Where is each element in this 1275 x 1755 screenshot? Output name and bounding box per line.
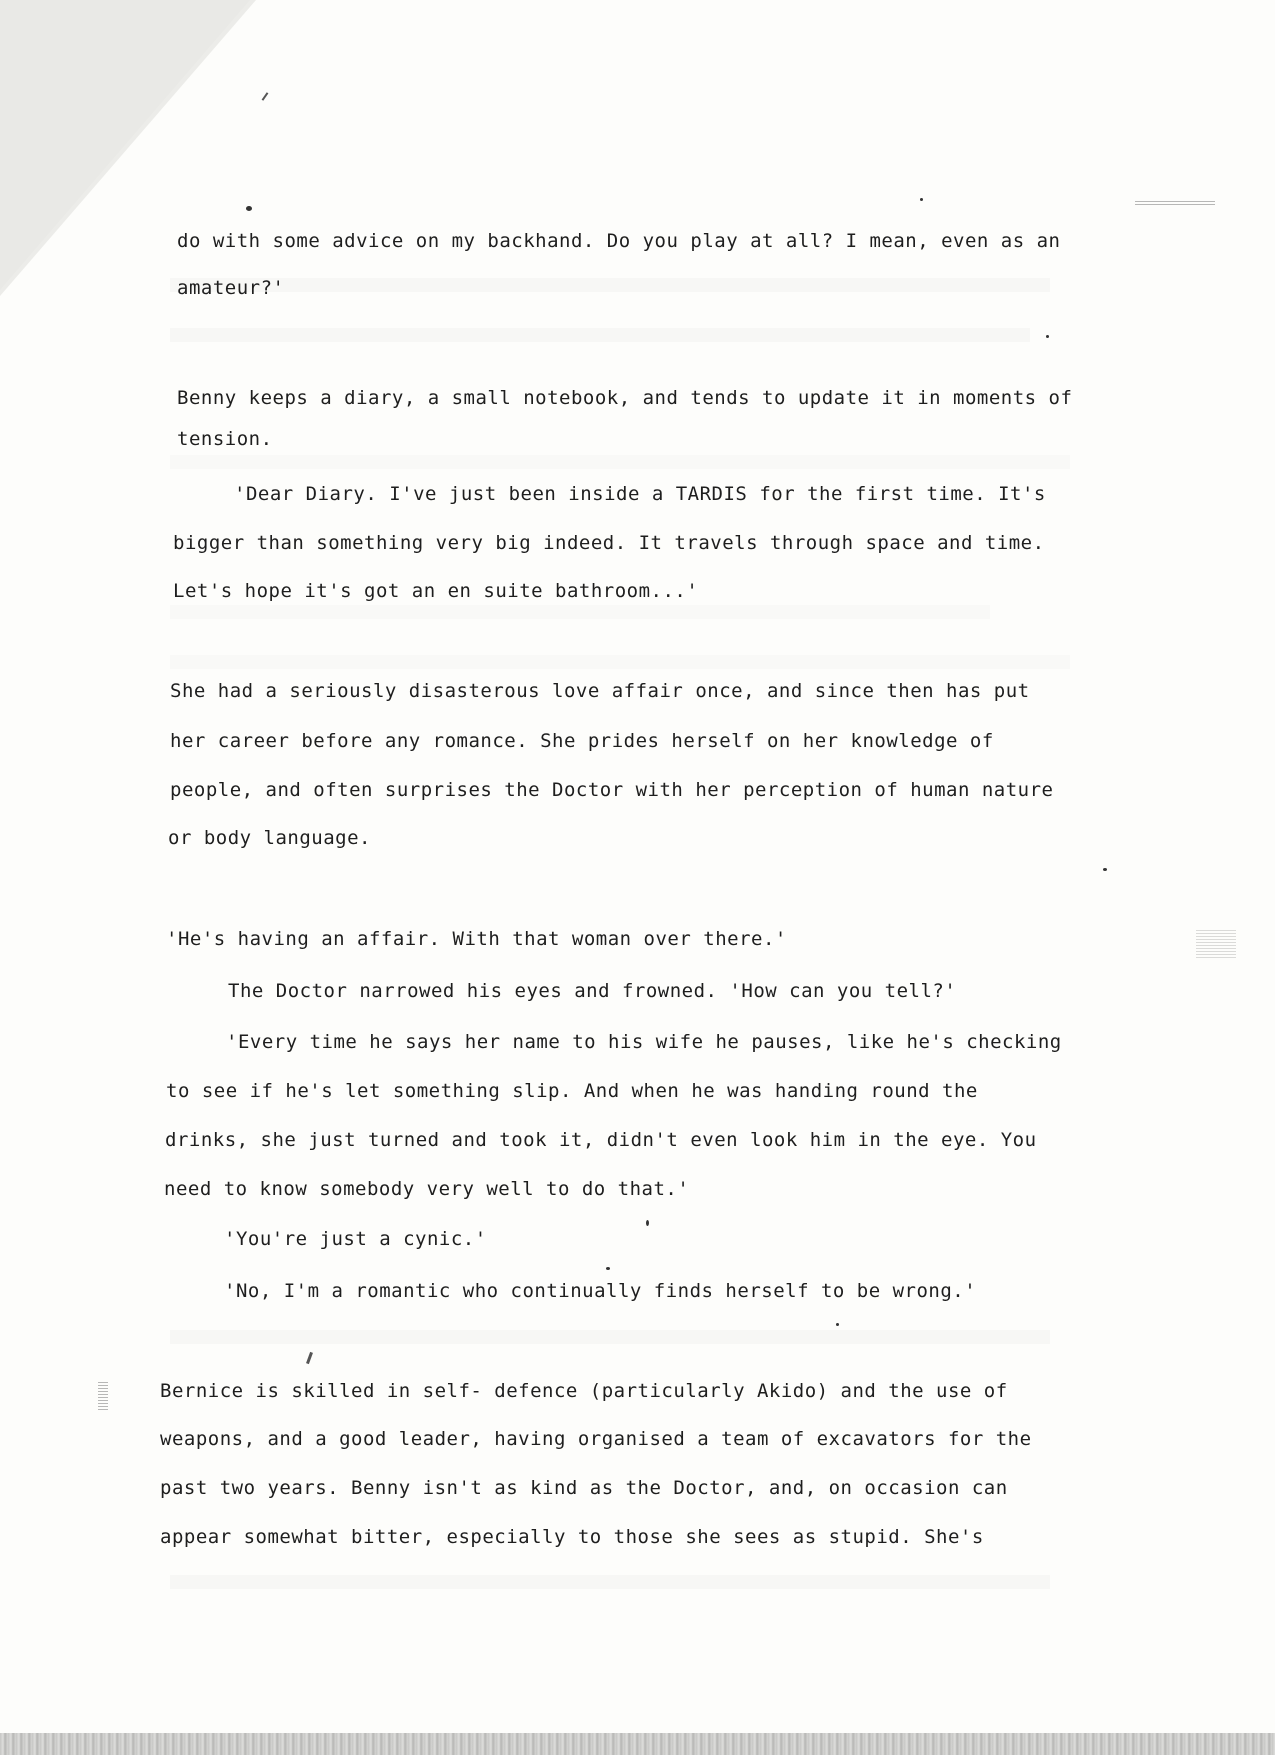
text-line: past two years. Benny isn't as kind as the Doctor, and, on occasion can [160, 1477, 1008, 1499]
text-line: 'Dear Diary. I've just been inside a TARDIS for the first time. It's [234, 483, 1046, 505]
scan-speck [1046, 335, 1049, 338]
text-line: Let's hope it's got an en suite bathroom...' [173, 580, 699, 602]
text-line: She had a seriously disasterous love affair once, and since then has put [170, 680, 1030, 702]
scan-smudge [1135, 200, 1215, 205]
text-line: Benny keeps a diary, a small notebook, and tends to update it in moments of [177, 387, 1073, 409]
text-line: bigger than something very big indeed. It travels through space and time. [173, 532, 1045, 554]
scan-speck [246, 206, 252, 211]
scan-edge-strip [0, 1733, 1275, 1755]
scan-smudge [1196, 928, 1236, 958]
text-line: drinks, she just turned and took it, didn't even look him in the eye. You [165, 1129, 1037, 1151]
text-line: Bernice is skilled in self- defence (particularly Akido) and the use of [160, 1380, 1008, 1402]
text-line: 'No, I'm a romantic who continually finds herself to be wrong.' [224, 1280, 977, 1302]
text-line: 'He's having an affair. With that woman over there.' [166, 928, 787, 950]
scan-speck [920, 198, 923, 201]
text-line: The Doctor narrowed his eyes and frowned. 'How can you tell?' [228, 980, 957, 1002]
text-line: her career before any romance. She prides herself on her knowledge of [170, 730, 994, 752]
scan-speck [836, 1323, 839, 1326]
scan-speck [646, 1220, 649, 1226]
scan-speck [606, 1267, 610, 1270]
scan-smudge [98, 1382, 108, 1410]
text-line: amateur?' [177, 277, 285, 299]
text-line: 'Every time he says her name to his wife he pauses, like he's checking [226, 1031, 1062, 1053]
scan-speck [1103, 868, 1107, 871]
text-line: or body language. [168, 827, 371, 849]
text-line: tension. [177, 428, 273, 450]
text-line: appear somewhat bitter, especially to those she sees as stupid. She's [160, 1526, 984, 1548]
text-line: weapons, and a good leader, having organised a team of excavators for the [160, 1428, 1032, 1450]
text-line: to see if he's let something slip. And when he was handing round the [166, 1080, 978, 1102]
text-line: people, and often surprises the Doctor with her perception of human nature [170, 779, 1054, 801]
text-line: do with some advice on my backhand. Do you play at all? I mean, even as an [177, 230, 1061, 252]
text-line: 'You're just a cynic.' [224, 1228, 487, 1250]
text-line: need to know somebody very well to do that.' [164, 1178, 690, 1200]
